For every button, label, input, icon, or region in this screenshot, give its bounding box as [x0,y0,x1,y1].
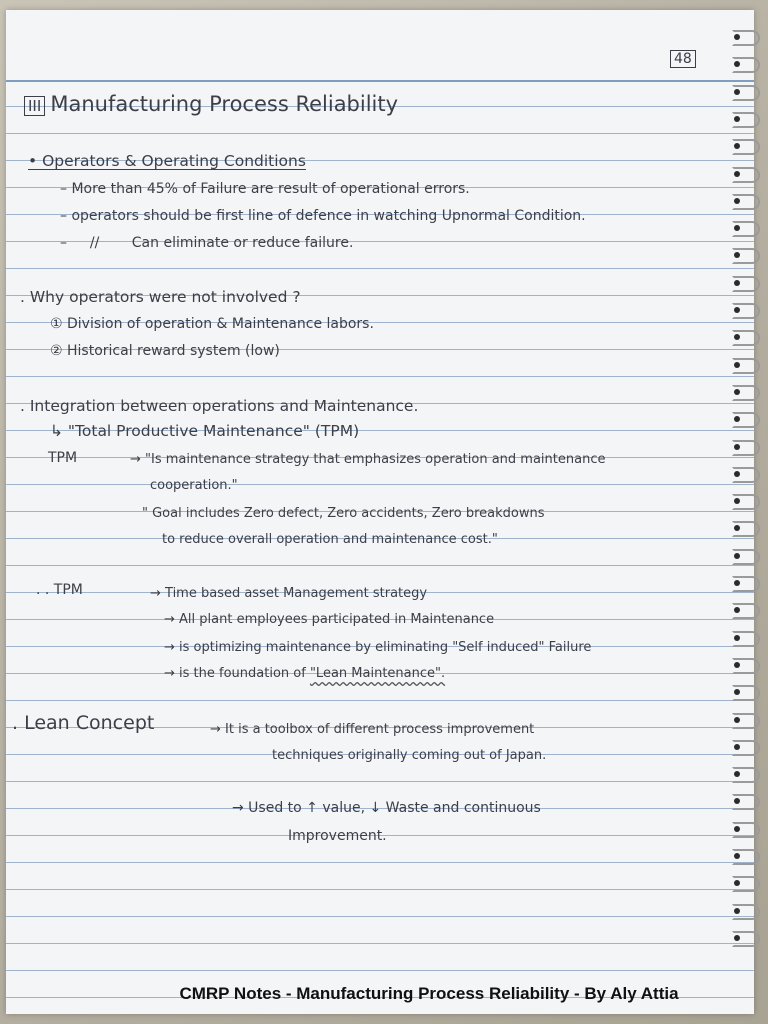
punch-hole [734,935,740,941]
note-line: – // Can eliminate or reduce failure. [60,235,354,251]
section-heading-operators: • Operators & Operating Conditions [28,152,306,170]
tpm-bullet-label: . . TPM [36,582,83,598]
note-line-prefix: → is the foundation of [164,666,306,681]
page-number: 48 [670,50,696,68]
tpm-label: TPM [48,450,78,466]
note-line: techniques originally coming out of Japan. [272,748,547,763]
punch-hole [734,580,740,586]
punch-hole [734,280,740,286]
note-line: to reduce overall operation and maintenance cost." [162,532,498,547]
punch-hole [734,717,740,723]
punch-hole [734,116,740,122]
punch-hole [734,826,740,832]
section-number: III [24,96,45,116]
note-line: – operators should be first line of defence in watching Upnormal Condition. [60,208,586,224]
note-line: cooperation." [150,478,238,493]
page-header-area [6,10,754,80]
page-title: Manufacturing Process Reliability [50,92,399,116]
note-line: → All plant employees participated in Maintenance [164,612,495,627]
punch-hole [734,307,740,313]
punch-hole [734,553,740,559]
note-line: – More than 45% of Failure are result of operational errors. [60,181,470,197]
punch-hole [734,635,740,641]
note-line: → "Is maintenance strategy that emphasizes operation and maintenance [130,452,606,467]
punch-hole [734,89,740,95]
header-rule [6,80,754,82]
lean-maintenance-emphasis: "Lean Maintenance". [309,666,446,681]
punch-hole [734,471,740,477]
punch-hole [734,744,740,750]
section-heading-why-operators: . Why operators were not involved ? [20,288,301,306]
title-row [24,92,398,116]
spiral-binding [734,30,760,960]
punch-hole [734,662,740,668]
note-line: → is optimizing maintenance by eliminating "Self induced" Failure [164,640,592,655]
note-line: Improvement. [288,828,387,844]
punch-hole [734,171,740,177]
section-heading-integration: . Integration between operations and Maintenance. [20,397,419,415]
note-line: → Time based asset Management strategy [150,586,428,601]
note-line: → It is a toolbox of different process improvement [210,722,535,737]
note-line: → Used to ↑ value, ↓ Waste and continuous [232,800,541,816]
punch-hole [734,34,740,40]
punch-hole [734,389,740,395]
punch-hole [734,198,740,204]
tpm-definition-title: ↳ "Total Productive Maintenance" (TPM) [50,422,360,440]
punch-hole [734,853,740,859]
punch-hole [734,444,740,450]
note-line: ① Division of operation & Maintenance labors. [50,316,374,332]
punch-hole [734,908,740,914]
note-line: ② Historical reward system (low) [50,343,280,359]
note-line [164,666,445,681]
note-line: " Goal includes Zero defect, Zero accidents, Zero breakdowns [142,506,545,521]
section-heading-lean-concept: . Lean Concept [12,712,155,734]
footer-caption: CMRP Notes - Manufacturing Process Reliability - By Aly Attia [179,984,679,1003]
punch-hole [734,362,740,368]
